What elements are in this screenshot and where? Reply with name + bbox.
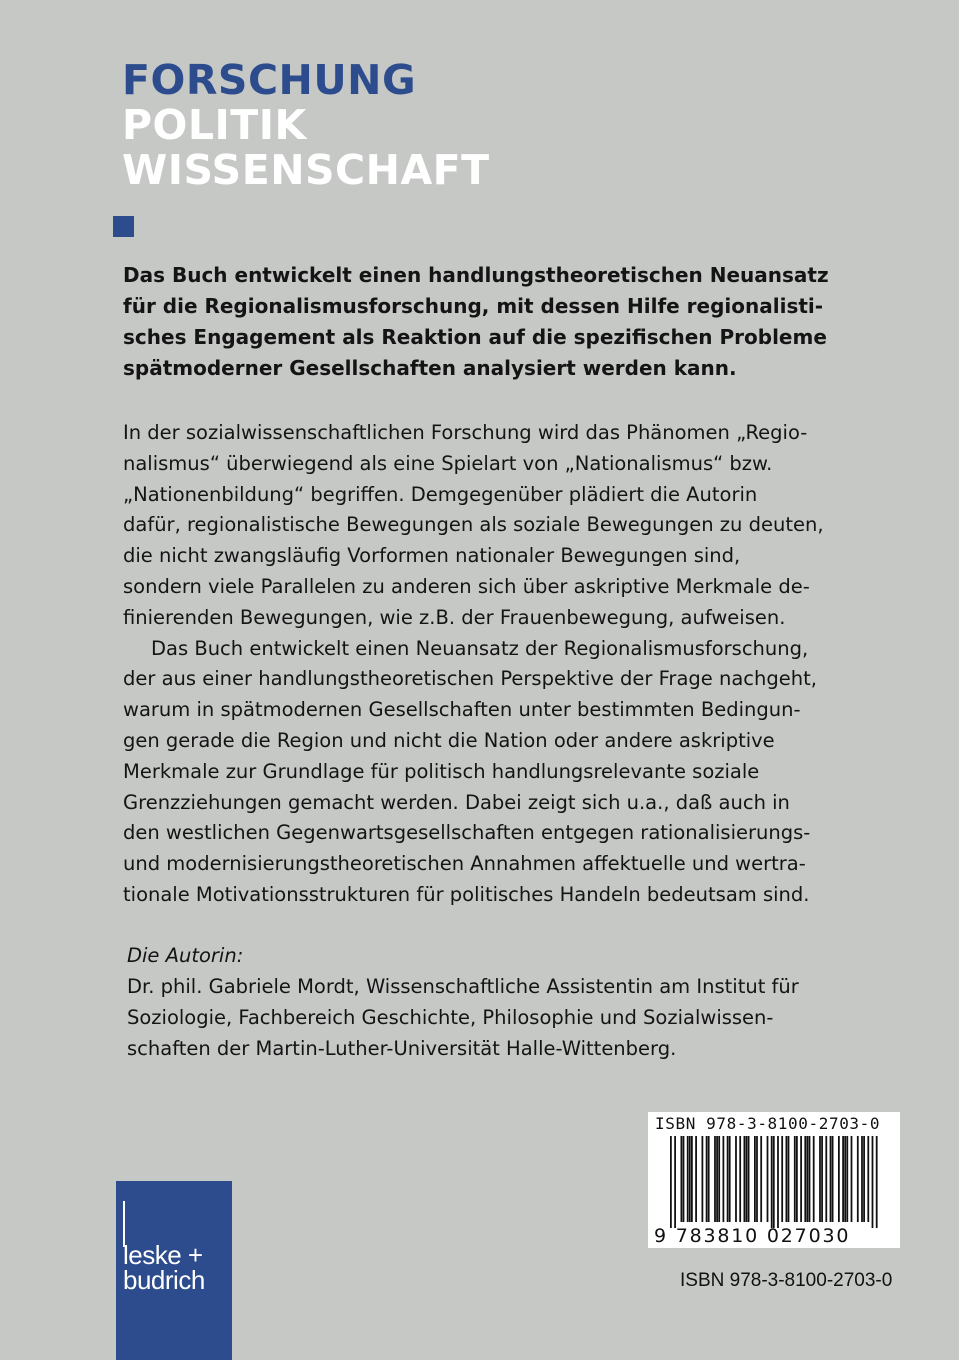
isbn-top-label: ISBN 978-3-8100-2703-0 <box>655 1114 881 1133</box>
body-line: und modernisierungstheoretischen Annahmen affektuelle und wertra- <box>123 852 806 876</box>
barcode-bar <box>788 1136 790 1222</box>
barcode-bar <box>756 1136 758 1222</box>
barcode-bar <box>846 1136 848 1222</box>
barcode-bar <box>832 1136 834 1222</box>
author-line: Soziologie, Fachbereich Geschichte, Philosophie und Sozialwissen- <box>127 1006 774 1029</box>
barcode-bar <box>702 1136 704 1222</box>
barcode-bar <box>804 1136 806 1222</box>
body-line: In der sozialwissenschaftlichen Forschung wird das Phänomen „Regio- <box>123 421 808 444</box>
barcode-bar <box>718 1136 720 1222</box>
series-title <box>122 58 490 193</box>
barcode-bar <box>821 1136 823 1222</box>
barcode-bar <box>819 1136 821 1222</box>
barcode-bar <box>735 1136 737 1222</box>
barcode-bar <box>723 1136 725 1222</box>
isbn-bottom-label: ISBN 978-3-8100-2703-0 <box>680 1270 893 1291</box>
barcode-bar <box>748 1136 750 1222</box>
barcode-bar <box>767 1136 769 1222</box>
lead-line: für die Regionalismusforschung, mit dessen Hilfe regionalisti- <box>123 294 824 318</box>
body-line: Das Buch entwickelt einen Neuansatz der Regionalismusforschung, <box>151 636 809 660</box>
barcode-bar <box>872 1136 874 1228</box>
barcode-bar <box>760 1136 762 1222</box>
author-heading: Die Autorin: <box>127 944 244 967</box>
author-section <box>127 940 867 1064</box>
ean-digits: 9 783810 027030 <box>654 1225 851 1247</box>
body-line: warum in spätmodernen Gesellschaften unter bestimmten Bedingun- <box>123 698 801 722</box>
barcode-bar <box>754 1136 756 1222</box>
barcode-bar <box>876 1136 878 1228</box>
body-line: dafür, regionalistische Bewegungen als soziale Bewegungen zu deuten, <box>123 513 824 537</box>
publisher-line-2: budrich <box>123 1265 205 1295</box>
barcode-bar <box>781 1136 783 1222</box>
barcode-bar <box>687 1136 689 1222</box>
author-line: Dr. phil. Gabriele Mordt, Wissenschaftliche Assistentin am Institut für <box>127 975 799 998</box>
barcode-bar <box>777 1136 779 1228</box>
barcode-bar <box>716 1136 718 1222</box>
barcode-bar <box>744 1136 746 1222</box>
body-line: sondern viele Parallelen zu anderen sich über askriptive Merkmale de- <box>123 574 810 598</box>
barcode-bar <box>807 1136 809 1222</box>
barcode-bar <box>746 1136 748 1222</box>
publisher-line-1: leske + <box>123 1240 203 1270</box>
body-line: gen gerade die Region und nicht die Nation oder andere askriptive <box>123 728 775 752</box>
barcode-bar <box>863 1136 865 1222</box>
barcode-bar <box>851 1136 853 1222</box>
author-line: schaften der Martin-Luther-Universität Halle-Wittenberg. <box>127 1037 677 1060</box>
body-line: der aus einer handlungstheoretischen Perspektive der Frage nachgeht, <box>123 667 817 691</box>
series-line-wissenschaft: WISSENSCHAFT <box>122 146 490 194</box>
barcode-bar <box>830 1136 832 1222</box>
body-line: finierenden Bewegungen, wie z.B. der Frauenbewegung, aufweisen. <box>123 605 786 629</box>
barcode-bar <box>838 1136 840 1222</box>
barcode-bar <box>794 1136 796 1222</box>
barcode-bar <box>670 1136 672 1228</box>
series-line-politik: POLITIK <box>122 101 307 149</box>
series-line-forschung: FORSCHUNG <box>122 56 417 104</box>
barcode-bar <box>714 1136 716 1222</box>
barcode-bars <box>670 1136 880 1228</box>
barcode-bar <box>689 1136 691 1222</box>
barcode-bar <box>800 1136 802 1222</box>
body-line: Grenzziehungen gemacht werden. Dabei zeigt sich u.a., daß auch in <box>123 790 790 814</box>
body-line: die nicht zwangsläufig Vorformen nationaler Bewegungen sind, <box>123 544 741 568</box>
barcode-bar <box>708 1136 710 1222</box>
barcode-bar <box>695 1136 697 1222</box>
barcode-bar <box>825 1136 827 1222</box>
body-line: den westlichen Gegenwartsgesellschaften entgegen rationalisierungs- <box>123 821 811 845</box>
barcode-bar <box>861 1136 863 1222</box>
lead-paragraph <box>123 260 863 384</box>
barcode-bar <box>727 1136 729 1222</box>
barcode-bar <box>681 1136 683 1222</box>
lead-line: Das Buch entwickelt einen handlungstheoretischen Neuansatz <box>123 263 829 287</box>
barcode-bar <box>691 1136 693 1222</box>
barcode-bar <box>786 1136 788 1222</box>
barcode-bar <box>842 1136 844 1222</box>
body-line: Merkmale zur Grundlage für politisch handlungsrelevante soziale <box>123 759 760 783</box>
isbn-barcode <box>648 1112 900 1248</box>
lead-line: sches Engagement als Reaktion auf die spezifischen Probleme <box>123 325 827 349</box>
body-line: tionale Motivationsstrukturen für politisches Handeln bedeutsam sind. <box>123 882 810 906</box>
accent-square <box>113 216 134 237</box>
barcode-bar <box>857 1136 859 1222</box>
body-line: nalismus“ überwiegend als eine Spielart von „Nationalismus“ bzw. <box>123 451 773 475</box>
body-paragraph-2 <box>123 634 868 911</box>
body-paragraph-1 <box>123 418 868 634</box>
barcode-bar <box>674 1136 676 1228</box>
barcode-bar <box>771 1136 773 1228</box>
barcode-bar <box>844 1136 846 1222</box>
barcode-bar <box>809 1136 811 1222</box>
barcode-bar <box>739 1136 741 1222</box>
barcode-bar <box>796 1136 798 1222</box>
barcode-bar <box>773 1136 775 1228</box>
barcode-bar <box>813 1136 815 1222</box>
barcode-bar <box>867 1136 869 1222</box>
publisher-name <box>123 1240 205 1295</box>
barcode-bar <box>683 1136 685 1222</box>
publisher-logo <box>116 1181 232 1360</box>
body-line: „Nationenbildung“ begriffen. Demgegenüber plädiert die Autorin <box>123 482 758 506</box>
lead-line: spätmoderner Gesellschaften analysiert werden kann. <box>123 356 737 380</box>
barcode-bar <box>729 1136 731 1222</box>
body-text <box>123 418 868 911</box>
barcode-bar <box>706 1136 708 1222</box>
